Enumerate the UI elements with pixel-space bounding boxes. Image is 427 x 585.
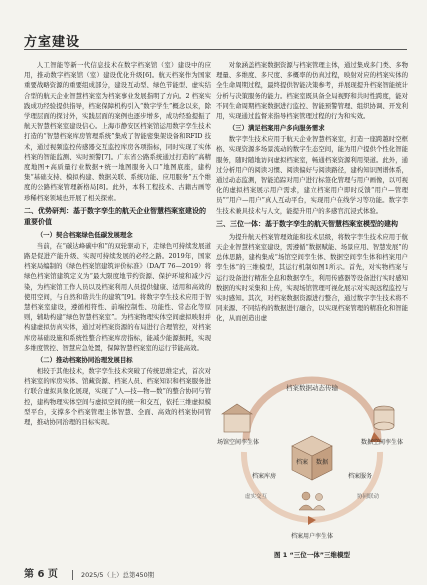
center-top-label: 档案 [295, 459, 309, 466]
subsection-2-paragraph: 相较于其他技术，数字孪生技术突破了传统思维定式，首次对档案室的库房实体、馆藏资源、档案人员、档案知识和档案服务进行联合虚拟具象化展现，实现了“人—技—物—数”的整合协同与管控，建构物理实体空间与虚拟空间的统一和交互，依托三维虚拟模型平台，支撑多个档案管理主体智慧、全面、高效的档案协同管理，推动协同治理的目标实现。 [24, 367, 211, 427]
page-header [24, 31, 407, 51]
user-body-icon [299, 505, 313, 510]
building-icon [224, 414, 250, 432]
header-rule [24, 49, 407, 50]
intro-paragraph: 人工智能等新一代信息技术在数字档案馆（室）建设中的应用，推动数字档案馆（室）建设优化升级[6]。航天档案作为国家重要战略资源的重要组成部分，建设互动型、绿色节能型、虚实结合型的航天企业智慧档案室为档案事业发展指明了方向。2 档案实践成功经验提供指导，档案保障机构引入“数字学生”概念以来，除学理层面的探讨外，实践层面的案例也逐步增多，成功经验提振了航天智慧档案室建设信心。上海市静安区档案馆运用数字孪生技术打造的“智慧档案库房管理系统”集成了智能密集架设备和RFID 技术，通过视频监控传感器交互监控库房各项指标，同时实现了实体档案的智能监测、实时预警[7]。广东省公路系统通过打造的“高精度地图+高质量行业数据+统一地图服务入口”地图底座，建构集“基础支持、模拟构建、数据关联、系统功能、应用服务”五个维度的公路档案管理新格局[8]。此外，本科工程技术、古籍古画等珍稀档案领域也开展了相关探索。 [24, 61, 211, 202]
section-3-heading: 三、三位一体：基于数字孪生的航天智慧档案室模型的建构 [216, 219, 398, 228]
right-node-label: 数据空间孪生体 [360, 439, 404, 446]
bottom-left-arc-label: 虚实交互 [244, 494, 268, 500]
left-column [24, 60, 211, 428]
subsection-2-heading: （二）推动档案协同治理发展目标 [36, 356, 133, 365]
right-intro-paragraph: 对象涵盖档案数据资源与档案管理主体，通过集成多门类、多物理量、多维度、多尺度、多概率的仿真过程，映射对应的档案实体的全生命周期过程，最终提供智能决策参考，并展现提升档案智能统计分析与决策服务的能力。档案室既具备全局视野和共时性跨度，能对不同生命周期档案数据进行监控、智能预警管理、组织协调、开发利用，实现通过监督来指导档案管理过程的行为和实效。 [216, 61, 408, 121]
section-title: 方室建设 [24, 35, 81, 50]
subsection-3-paragraph: 数字孪生技术应用于航天企业智慧档案室，打造一座跨越时空框格、实现资源多场景流动的数字生态空间，能为用户提供个性化智能服务，随时随地访问虚拟档案室，畅通档案资源利用渠道。此外，通过分析用户的阅读习惯、阅读偏好与阅读路径，建构知识图谱体系，通过动态监测，智能追踪对用户进行标签化管理与用户画像，以可视化的虚拟档案展示用户需求，建立档案用户即时反馈“用户—管理员”“用户—用户”真人互动平台，实现用户在线学习等功能。数字孪生技术兼具技术与人文，能提升用户的多感官沉浸式体验。 [216, 135, 408, 215]
figure-caption: 图 1 “三位一体”三维模型 [273, 551, 351, 559]
center-bottom-label: 数据 [315, 459, 329, 466]
user-head-icon [302, 492, 310, 500]
section-2-heading: 二、优势研判：基于数字孪生的航天企业智慧档案室建设的重要价值 [24, 206, 206, 226]
database-base-icon [374, 422, 394, 430]
bottom-node-label: 档案用户孪生体 [290, 533, 334, 540]
page-number: 第 6 页 [24, 569, 58, 580]
top-arc-label: 档案数据动态传输 [286, 384, 338, 392]
center-node [292, 436, 332, 480]
left-inner-label: 档案库房 [251, 473, 277, 480]
page-footer [24, 565, 407, 579]
subsection-1-paragraph: 当前，在“碳达峰碳中和”的双轮驱动下，走绿色可持续发展道路是促进产能升级、实现可持续发展的必经之路。2019年，国家档案局编制的《绿色档案馆建筑评价标准》（DA/T 76—2019）将绿色档案馆建筑定义为“最大限度地节约资源、保护环境和减少污染，为档案馆工作人员以及档案利用人员提供健康、适用和高效的使用空间，与自然和谐共生的建筑”[9]。将数字孪生技术应用于智慧档案室建设，遵循相符性、前端控制性、功能性、常态化等原则，辅助构建“绿色智慧档案室”。为档案物理实体空间虚拟映射并构建虚拟仿真实体，通过对档案资源的布局进行合理管控，对档案库房基础设施和系统性整合档案库房指标，能减少能源损耗，实现多维度管控、智慧应急处置，保障智慧档案室的运行节能高效。 [24, 241, 211, 352]
user2-body-icon [313, 506, 325, 511]
subsection-1-heading: （一）契合档案绿色低碳发展理念 [36, 230, 133, 239]
left-node-label: 场馆空间孪生体 [216, 439, 260, 446]
user2-head-icon [316, 494, 323, 501]
bottom-right-arc-label: 协同联动 [356, 494, 380, 500]
footer-divider [72, 570, 73, 580]
subsection-3-heading: （三）满足档案用户多向服务需求 [228, 124, 325, 133]
issue-info: 2025/5（上）总第450期 [81, 571, 155, 579]
section-3-paragraph: 为提升航天档案管理效能和技术层级，将数字孪生技术应用于航天企业智慧档案室建设，需遵循“数据赋能、场景应用、智慧发展”的总体思路，建构集成“场馆空间孪生体、数据空间孪生体和档案用户孪生体”的三维模型，其运行机制如图1所示。首先，对实物档案与运行设备进行精准全息和数据孪生，利用传感器等设备进行实时感知数据的实时采集和上传，实现场馆管理可视化展示对实现远程监控与实时感知。其次，对档案数据资源进行整合，通过数字孪生技术将不同来源、不同结构的数据进行融合，以实现档案管理的精准化和智能化，从而创造出虚 [216, 232, 408, 323]
three-in-one-diagram [216, 370, 408, 545]
building-roof-icon [222, 404, 252, 414]
right-inner-label: 档案服务 [347, 473, 373, 480]
figure-1 [216, 370, 408, 545]
right-column [216, 60, 408, 325]
